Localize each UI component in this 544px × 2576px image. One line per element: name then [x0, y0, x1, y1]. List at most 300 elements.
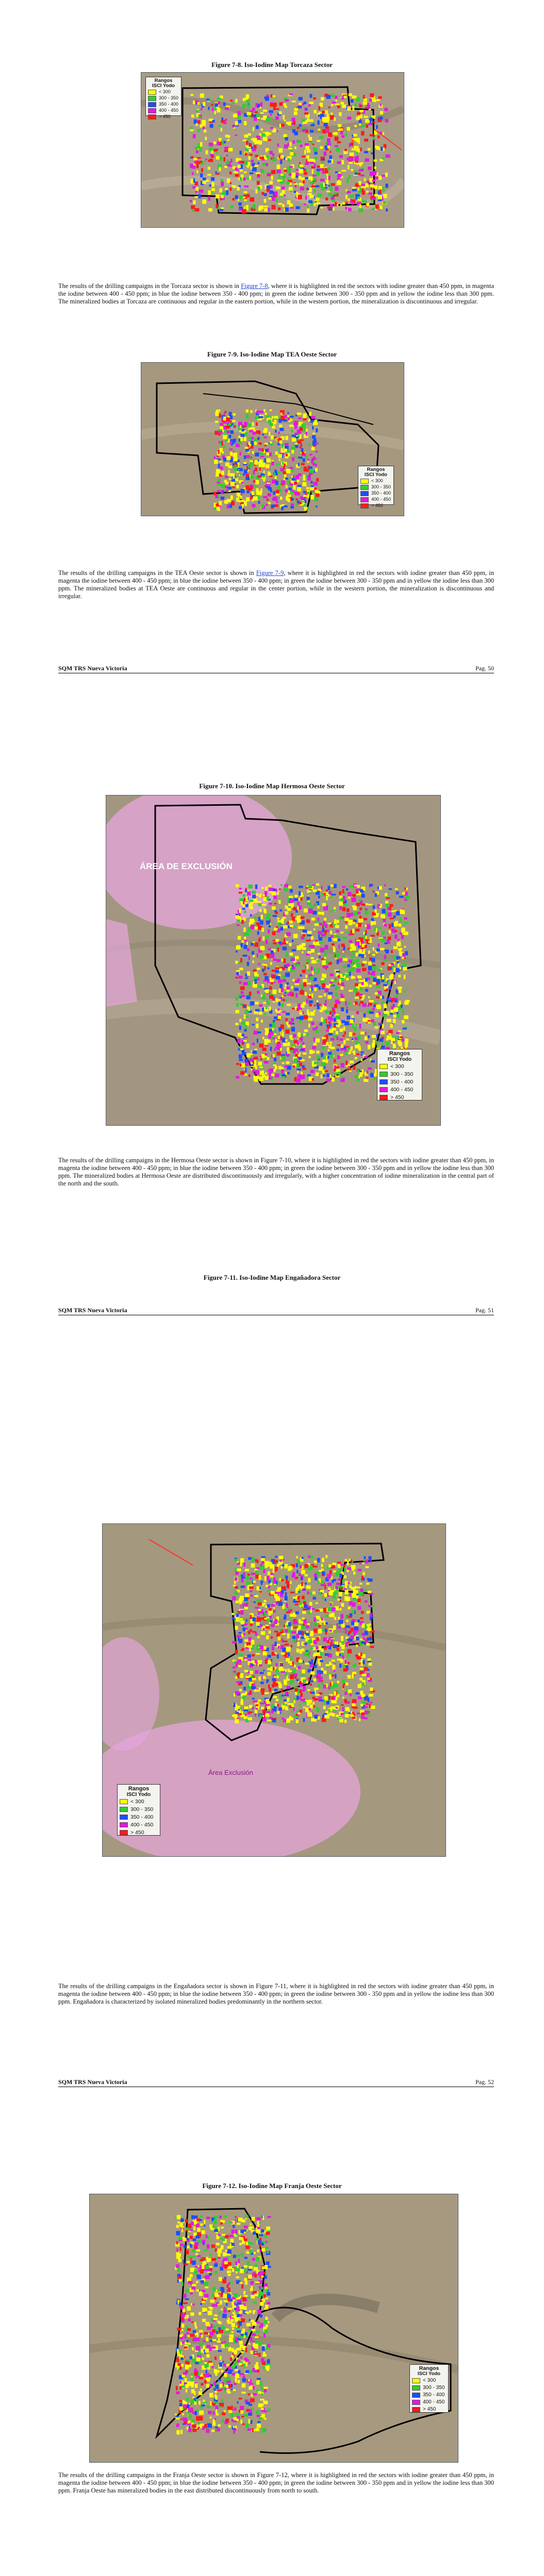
ore-cell: [320, 184, 323, 188]
ore-cell: [212, 2294, 215, 2297]
ore-cell: [272, 130, 276, 132]
ore-cell: [265, 1692, 269, 1694]
ore-cell: [268, 929, 270, 933]
ore-cell: [351, 1046, 353, 1050]
ore-cell: [312, 159, 315, 162]
ore-cell: [248, 1654, 252, 1658]
legend-label: 350 - 400: [130, 1814, 154, 1820]
ore-cell: [259, 1066, 263, 1068]
ore-cell: [307, 1623, 310, 1625]
ore-cell: [381, 1045, 385, 1048]
ore-cell: [276, 1699, 278, 1701]
ore-cell: [293, 475, 294, 478]
ore-cell: [221, 471, 224, 476]
ore-cell: [272, 970, 275, 972]
ore-cell: [341, 917, 344, 918]
ore-cell: [286, 469, 291, 473]
ore-cell: [261, 1558, 265, 1561]
ore-cell: [365, 930, 367, 934]
ore-cell: [264, 193, 267, 196]
ore-cell: [255, 942, 259, 946]
ore-cell: [236, 2272, 238, 2274]
legend-swatch: [380, 1064, 388, 1069]
ore-cell: [303, 482, 307, 486]
ore-cell: [239, 1639, 243, 1643]
ore-cell: [353, 138, 355, 140]
ore-cell: [294, 1078, 296, 1081]
map-torcaza: [141, 72, 404, 228]
ore-cell: [199, 190, 204, 193]
ore-cell: [191, 205, 195, 209]
ore-cell: [317, 1637, 320, 1641]
ore-cell: [356, 1054, 359, 1055]
ore-cell: [322, 960, 326, 965]
ore-cell: [241, 2416, 244, 2417]
ore-cell: [309, 1708, 311, 1710]
ore-cell: [249, 2362, 250, 2364]
ore-cell: [290, 889, 293, 893]
ore-cell: [391, 998, 393, 1003]
ore-cell: [335, 925, 339, 928]
ore-cell: [318, 129, 321, 131]
ore-cell: [272, 498, 275, 501]
ore-cell: [246, 2242, 248, 2245]
ore-cell: [292, 949, 296, 951]
ore-cell: [221, 182, 224, 187]
ore-cell: [279, 888, 281, 890]
ore-cell: [388, 1033, 391, 1035]
ore-cell: [398, 924, 402, 927]
ore-cell: [352, 951, 355, 953]
ore-cell: [287, 1604, 288, 1608]
ore-cell: [296, 169, 299, 171]
ore-cell: [286, 1653, 288, 1655]
ore-cell: [386, 155, 390, 158]
ore-cell: [321, 1668, 323, 1671]
ore-cell: [240, 986, 244, 990]
ore-cell: [291, 150, 293, 152]
ore-cell: [287, 921, 289, 924]
ore-cell: [255, 2340, 257, 2343]
ore-cell: [361, 1713, 364, 1716]
ore-cell: [351, 1560, 352, 1563]
ore-cell: [310, 1556, 314, 1559]
ore-cell: [235, 134, 237, 136]
ore-cell: [234, 457, 238, 462]
ore-cell: [240, 161, 244, 163]
ore-cell: [313, 482, 318, 485]
ore-cell: [271, 1604, 275, 1606]
ore-cell: [273, 1069, 275, 1072]
ore-cell: [344, 918, 349, 921]
ore-cell: [296, 1649, 299, 1653]
ore-cell: [345, 1642, 349, 1647]
ore-cell: [365, 910, 369, 915]
ore-cell: [382, 1042, 384, 1045]
ore-cell: [256, 2321, 260, 2324]
ore-cell: [292, 438, 296, 442]
ore-cell: [404, 931, 408, 935]
ore-cell: [351, 169, 353, 171]
ore-cell: [286, 1658, 290, 1662]
ore-cell: [374, 160, 377, 162]
ore-cell: [220, 461, 223, 463]
ore-cell: [257, 991, 259, 994]
ore-cell: [358, 142, 360, 144]
ore-cell: [365, 1710, 368, 1714]
legend-label: < 300: [159, 89, 171, 94]
ore-cell: [319, 1671, 324, 1674]
ore-cell: [285, 137, 288, 141]
ore-cell: [269, 903, 272, 905]
ore-cell: [265, 1058, 267, 1059]
ore-cell: [284, 1614, 286, 1617]
ore-cell: [209, 159, 213, 162]
ore-cell: [195, 2326, 197, 2329]
ore-cell: [345, 1637, 349, 1639]
ore-cell: [348, 1632, 352, 1633]
ore-cell: [332, 943, 335, 946]
ore-cell: [352, 1619, 356, 1622]
ore-cell: [213, 149, 218, 151]
ore-cell: [345, 1046, 350, 1047]
ore-cell: [369, 1713, 371, 1716]
ore-cell: [203, 2297, 207, 2299]
ore-cell: [197, 102, 200, 105]
ore-cell: [333, 1595, 336, 1599]
ore-cell: [211, 188, 215, 191]
ore-cell: [382, 909, 386, 913]
ore-cell: [354, 156, 359, 161]
ore-cell: [401, 929, 403, 933]
ore-cell: [232, 185, 235, 187]
ore-cell: [289, 156, 291, 159]
ore-cell: [350, 1020, 354, 1024]
ore-cell: [320, 948, 324, 953]
ore-cell: [277, 1654, 279, 1658]
ore-cell: [263, 1651, 267, 1655]
ore-cell: [292, 979, 295, 981]
ore-cell: [372, 954, 375, 956]
ore-cell: [307, 951, 311, 954]
ore-cell: [199, 147, 202, 152]
ore-cell: [251, 943, 254, 946]
ore-cell: [262, 434, 264, 436]
ore-cell: [239, 1019, 241, 1022]
ore-cell: [332, 101, 336, 104]
ore-cell: [364, 932, 365, 935]
ore-cell: [309, 1681, 314, 1682]
ore-cell: [361, 954, 365, 958]
ore-cell: [358, 923, 361, 927]
ore-cell: [360, 1054, 362, 1056]
ore-cell: [289, 467, 293, 469]
ore-cell: [367, 1611, 370, 1614]
ore-cell: [216, 173, 220, 175]
ore-cell: [330, 1603, 332, 1606]
ore-cell: [316, 1616, 320, 1618]
ore-cell: [235, 2378, 237, 2382]
legend-title: Rangos: [154, 78, 173, 83]
ore-cell: [294, 111, 298, 115]
ore-cell: [250, 1578, 252, 1579]
ore-cell: [268, 1585, 270, 1588]
ore-cell: [255, 1660, 257, 1664]
ore-cell: [281, 922, 284, 924]
ore-cell: [365, 1560, 369, 1564]
ore-cell: [282, 1564, 285, 1566]
ore-cell: [236, 498, 238, 502]
ore-cell: [260, 488, 262, 493]
ore-cell: [278, 486, 279, 489]
legend-label: 300 - 350: [371, 484, 391, 489]
ore-cell: [221, 117, 223, 120]
ore-cell: [337, 1020, 340, 1021]
ore-cell: [241, 920, 244, 924]
ore-cell: [336, 1572, 340, 1577]
ore-cell: [273, 1001, 275, 1003]
ore-cell: [385, 119, 389, 123]
ore-cell: [281, 480, 285, 484]
ore-cell: [301, 1582, 303, 1586]
ore-cell: [269, 423, 273, 426]
ore-cell: [296, 1570, 298, 1573]
ore-cell: [317, 1056, 320, 1059]
ore-cell: [310, 1631, 314, 1635]
ore-cell: [285, 208, 289, 212]
ore-cell: [252, 1050, 257, 1054]
ore-cell: [276, 999, 281, 1002]
ore-cell: [254, 1595, 258, 1598]
ore-cell: [190, 200, 192, 202]
ore-cell: [234, 1693, 235, 1697]
ore-cell: [299, 1053, 301, 1054]
ore-cell: [378, 195, 382, 199]
figure-link[interactable]: Figure 7-8: [241, 282, 268, 290]
ore-cell: [370, 1617, 373, 1619]
ore-cell: [268, 948, 271, 951]
ore-cell: [332, 1580, 334, 1583]
ore-cell: [239, 1059, 243, 1061]
ore-cell: [193, 178, 195, 183]
ore-cell: [361, 894, 365, 898]
ore-cell: [275, 481, 278, 485]
ore-cell: [257, 162, 259, 164]
ore-cell: [328, 1709, 331, 1712]
ore-cell: [320, 146, 323, 149]
ore-cell: [353, 922, 355, 924]
ore-cell: [254, 1031, 258, 1035]
ore-cell: [290, 152, 293, 155]
ore-cell: [277, 918, 279, 919]
ore-cell: [236, 485, 239, 488]
ore-cell: [317, 202, 319, 205]
ore-cell: [335, 187, 338, 191]
ore-cell: [326, 1034, 328, 1038]
ore-cell: [297, 1061, 301, 1063]
ore-cell: [393, 968, 395, 972]
ore-cell: [269, 1717, 272, 1719]
ore-cell: [312, 433, 315, 435]
ore-cell: [213, 492, 217, 496]
ore-cell: [267, 896, 269, 900]
ore-cell: [237, 1563, 240, 1565]
ore-cell: [223, 445, 225, 448]
ore-cell: [353, 907, 357, 910]
ore-cell: [354, 1622, 358, 1626]
ore-cell: [360, 1001, 364, 1004]
ore-cell: [296, 1564, 298, 1568]
ore-cell: [378, 186, 382, 189]
ore-cell: [219, 125, 221, 127]
ore-cell: [328, 1044, 332, 1048]
ore-cell: [279, 1578, 281, 1581]
ore-cell: [248, 133, 251, 136]
ore-cell: [250, 462, 253, 466]
ore-cell: [215, 431, 218, 435]
ore-cell: [326, 180, 329, 184]
ore-cell: [221, 441, 223, 446]
ore-cell: [203, 178, 206, 181]
ore-cell: [282, 1705, 284, 1709]
ore-cell: [298, 1596, 300, 1600]
ore-cell: [281, 1689, 283, 1693]
ore-cell: [364, 1556, 366, 1559]
ore-cell: [238, 1033, 241, 1037]
ore-cell: [276, 976, 281, 979]
ore-cell: [349, 972, 351, 976]
ore-cell: [292, 1669, 296, 1673]
ore-cell: [321, 978, 324, 980]
ore-cell: [243, 955, 248, 957]
ore-cell: [203, 126, 205, 129]
ore-cell: [311, 918, 315, 920]
ore-cell: [201, 108, 202, 110]
ore-cell: [335, 172, 338, 173]
ore-cell: [357, 112, 360, 115]
ore-cell: [292, 100, 296, 102]
ore-cell: [365, 183, 368, 186]
ore-cell: [314, 1010, 316, 1012]
ore-cell: [220, 188, 222, 192]
ore-cell: [309, 1001, 313, 1003]
ore-cell: [338, 1563, 341, 1568]
ore-cell: [235, 168, 238, 171]
ore-cell: [327, 1607, 331, 1612]
ore-cell: [332, 1660, 335, 1662]
ore-cell: [359, 916, 361, 919]
ore-cell: [266, 1635, 269, 1639]
ore-cell: [251, 1686, 255, 1690]
ore-cell: [266, 936, 269, 938]
ore-cell: [259, 1687, 260, 1690]
ore-cell: [265, 966, 266, 970]
ore-cell: [268, 208, 270, 212]
legend-label: 300 - 350: [390, 1071, 414, 1077]
ore-cell: [314, 1665, 317, 1668]
ore-cell: [299, 428, 303, 431]
ore-cell: [361, 125, 365, 128]
ore-cell: [382, 1002, 385, 1004]
ore-cell: [282, 444, 284, 448]
ore-cell: [255, 452, 259, 456]
ore-cell: [276, 464, 280, 465]
ore-cell: [324, 1003, 326, 1006]
ore-cell: [359, 1641, 361, 1645]
ore-cell: [338, 975, 340, 978]
ore-cell: [288, 487, 292, 490]
ore-cell: [293, 907, 296, 911]
ore-cell: [318, 968, 320, 972]
ore-cell: [225, 118, 227, 121]
ore-cell: [352, 148, 356, 150]
ore-cell: [308, 908, 313, 913]
ore-cell: [281, 449, 283, 451]
ore-cell: [358, 1592, 363, 1596]
ore-cell: [348, 1582, 350, 1584]
ore-cell: [288, 1662, 292, 1664]
ore-cell: [309, 1602, 312, 1606]
ore-cell: [289, 899, 293, 903]
ore-cell: [337, 1562, 341, 1564]
ore-cell: [290, 207, 293, 209]
ore-cell: [301, 1699, 305, 1702]
ore-cell: [264, 206, 268, 207]
ore-cell: [337, 161, 341, 164]
ore-cell: [274, 1033, 276, 1035]
ore-cell: [309, 137, 312, 141]
figure-link[interactable]: Figure 7-9: [256, 569, 284, 577]
ore-cell: [327, 143, 331, 145]
ore-cell: [312, 178, 316, 181]
ore-cell: [369, 123, 373, 125]
ore-cell: [393, 955, 397, 959]
legend-label: 350 - 400: [159, 101, 179, 107]
ore-cell: [303, 413, 307, 418]
ore-cell: [331, 1639, 333, 1643]
ore-cell: [286, 1691, 288, 1696]
ore-cell: [359, 104, 361, 105]
ore-cell: [278, 432, 280, 434]
ore-cell: [268, 2409, 270, 2412]
ore-cell: [265, 1603, 266, 1605]
ore-cell: [389, 924, 391, 929]
ore-cell: [334, 979, 337, 982]
paragraph-torcaza: [58, 282, 494, 306]
ore-cell: [328, 996, 332, 998]
legend-label: 400 - 450: [371, 497, 391, 502]
ore-cell: [271, 951, 274, 954]
ore-cell: [334, 1004, 337, 1008]
ore-cell: [259, 1624, 262, 1627]
ore-cell: [334, 1617, 336, 1620]
ore-cell: [294, 1665, 295, 1668]
ore-cell: [287, 481, 289, 484]
ore-cell: [337, 1044, 341, 1046]
ore-cell: [316, 428, 318, 432]
ore-cell: [302, 156, 305, 158]
ore-cell: [327, 1574, 332, 1578]
ore-cell: [278, 1002, 281, 1006]
ore-cell: [296, 1079, 301, 1083]
ore-cell: [314, 1566, 318, 1567]
ore-cell: [250, 1671, 253, 1674]
ore-cell: [379, 886, 382, 890]
ore-cell: [357, 1713, 360, 1714]
ore-cell: [326, 1042, 329, 1046]
ore-cell: [290, 1591, 295, 1593]
ore-cell: [308, 885, 312, 889]
